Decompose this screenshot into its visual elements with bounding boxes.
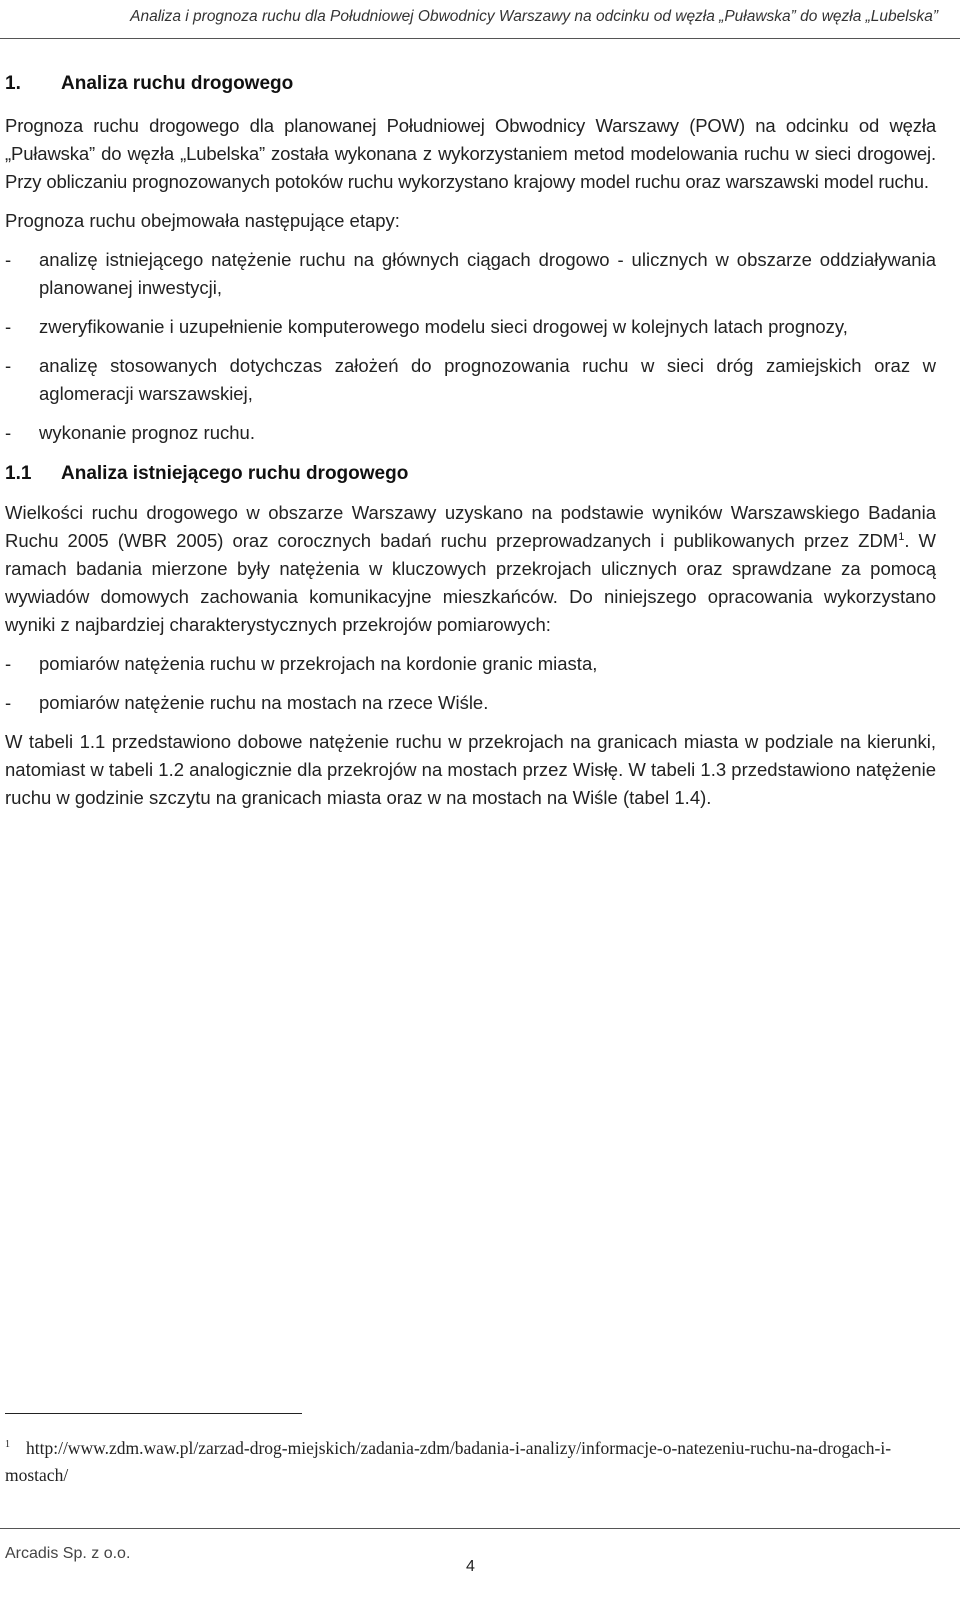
section-1-1-number: 1.1 [5,463,32,484]
list-item: - pomiarów natężenia ruchu w przekrojach na kordonie granic miasta, [5,650,936,678]
paragraph-text: Wielkości ruchu drogowego w obszarze Warszawy uzyskano na podstawie wyników Warszawskiego Badania Ruchu 2005 (WBR 2005) oraz corocznych badań ruchu przeprowadzanych i publikowanych przez ZDM [5,502,936,551]
list-item: - analizę istniejącego natężenie ruchu na głównych ciągach drogowo - ulicznych w obszarze oddziaływania planowanej inwestycji, [5,246,936,302]
document-body [5,70,936,823]
list-item: - wykonanie prognoz ruchu. [5,419,936,447]
company-name: Arcadis Sp. z o.o. [5,1545,131,1562]
footnote-link[interactable]: http://www.zdm.waw.pl/zarzad-drog-miejskich/zadania-zdm/badania-i-analizy/informacje-o-natezeniu-ruchu-na-drogach-i-mostach/ [5,1438,892,1485]
section-1-paragraph-2: Prognoza ruchu obejmowała następujące etapy: [5,210,400,231]
list-item: - pomiarów natężenie ruchu na mostach na rzece Wiśle. [5,689,936,717]
list-item: - zweryfikowanie i uzupełnienie komputerowego modelu sieci drogowej w kolejnych latach prognozy, [5,313,936,341]
footnote [5,1435,936,1489]
section-1-1-title: Analiza istniejącego ruchu drogowego [61,463,409,484]
section-1-title: Analiza ruchu drogowego [61,73,294,94]
section-1-paragraph-1: Prognoza ruchu drogowego dla planowanej Południowej Obwodnicy Warszawy (POW) na odcinku od węzła „Puławska” do węzła „Lubelska” została wykonana z wykorzystaniem metod modelowania ruchu w sieci drogowej. Przy obliczaniu prognozowanych potoków ruchu wykorzystano krajowy model ruchu oraz warszawski model ruchu. [5,115,936,192]
page-number: 4 [466,1558,475,1575]
section-1-number: 1. [5,73,21,94]
section-1-1-heading [5,460,936,488]
section-1-heading [5,70,936,98]
measurements-list [5,650,936,717]
footnote-reference[interactable]: 1 [898,530,905,543]
footnote-marker: 1 [5,1439,10,1451]
footnote-separator [5,1413,302,1414]
list-item: - analizę stosowanych dotychczas założeń do prognozowania ruchu w sieci dróg zamiejskich oraz w aglomeracji warszawskiej, [5,352,936,408]
running-header-title: Analiza i prognoza ruchu dla Południowej Obwodnicy Warszawy na odcinku od węzła „Puławska” do węzła „Lubelska” [130,8,938,25]
section-1-1-paragraph-1 [5,499,936,639]
paragraph-text: . W ramach badania mierzone były natężenia w kluczowych przekrojach ulicznych oraz sprawdzane za pomocą wywiadów domowych zachowania komunikacyjne mieszkańców. Do niniejszego opracowania wykorzystano wyniki z najbardziej charakterystycznych przekrojów pomiarowych: [5,530,936,635]
running-header [0,4,960,39]
stages-list [5,246,936,447]
section-1-1-paragraph-2: W tabeli 1.1 przedstawiono dobowe natężenie ruchu w przekrojach na granicach miasta w podziale na kierunki, natomiast w tabeli 1.2 analogicznie dla przekrojów na mostach przez Wisłę. W tabeli 1.3 przedstawiono natężenie ruchu w godzinie szczytu na granicach miasta oraz w na mostach na Wiśle (tabel 1.4). [5,731,936,808]
page-footer [0,1528,960,1602]
